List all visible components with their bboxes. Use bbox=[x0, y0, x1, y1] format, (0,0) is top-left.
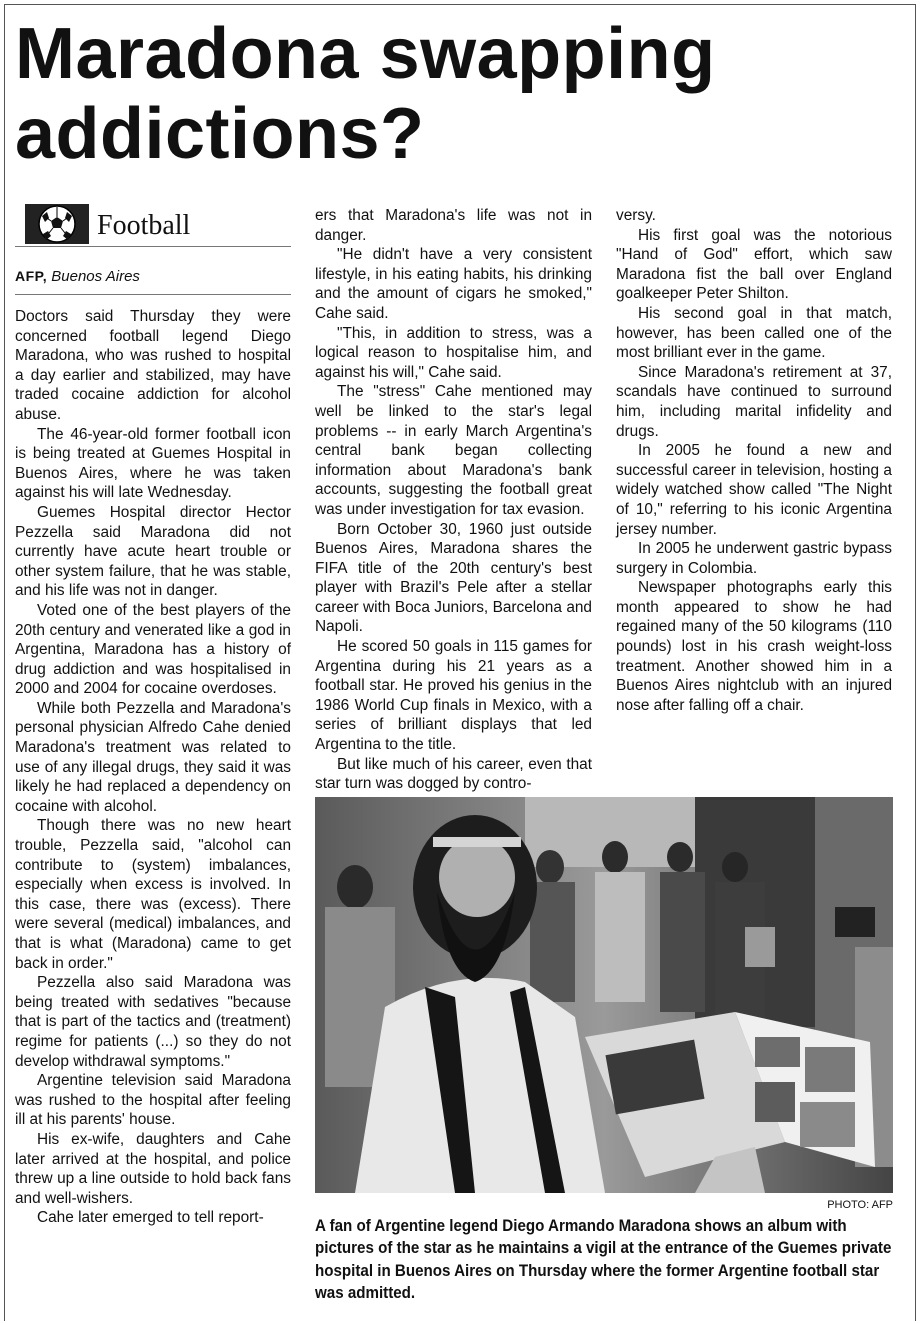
photo-illustration bbox=[315, 797, 893, 1193]
photo-credit: PHOTO: AFP bbox=[827, 1199, 893, 1211]
paragraph: Guemes Hospital director Hector Pezzella said Maradona did not currently have acute heart trouble or other system failure, that he was stable, and his life was not in danger. bbox=[15, 503, 291, 600]
byline-source: AFP, bbox=[15, 268, 48, 284]
paragraph: versy. bbox=[616, 207, 656, 224]
paragraph: In 2005 he found a new and successful career in television, hosting a widely watched show called "The Night of 10," referring to his iconic Argentina jersey number. bbox=[616, 442, 892, 538]
paragraph: His first goal was the notorious "Hand of God" effort, which saw Maradona fist the ball over England goalkeeper Peter Shilton. bbox=[616, 226, 892, 303]
section-header bbox=[15, 202, 291, 246]
photo-caption: A fan of Argentine legend Diego Armando Maradona shows an album with pictures of the star as he maintains a vigil at the entrance of the Guemes private hospital in Buenos Aires on Thursday where the former Argentine football star was admitted. bbox=[315, 1217, 892, 1303]
section-rule bbox=[15, 246, 291, 247]
byline bbox=[15, 266, 291, 287]
paragraph: "He didn't have a very consistent lifestyle, in his eating habits, his drinking and the amount of cigars he smoked," Cahe said. bbox=[315, 246, 592, 322]
section-label: Football bbox=[97, 210, 191, 241]
byline-rule bbox=[15, 294, 291, 295]
paragraph: His second goal in that match, however, has been called one of the most brilliant ever in the game. bbox=[616, 304, 892, 362]
paragraph: Since Maradona's retirement at 37, scandals have continued to surround him, including marital infidelity and drugs. bbox=[616, 363, 892, 440]
paragraph: In 2005 he underwent gastric bypass surgery in Colombia. bbox=[616, 540, 892, 577]
paragraph: Cahe later emerged to tell report- bbox=[37, 1209, 264, 1227]
paragraph: But like much of his career, even that star turn was dogged by contro- bbox=[315, 755, 592, 793]
paragraph: Doctors said Thursday they were concerned football legend Diego Maradona, who was rushed to hospital a day earlier and stabilized, may have traded cocaine addiction for alcohol abuse. bbox=[15, 308, 291, 423]
paragraph: His ex-wife, daughters and Cahe later arrived at the hospital, and police threw up a line outside to hold back fans and well-wishers. bbox=[15, 1130, 291, 1207]
article-column-1 bbox=[15, 307, 291, 1228]
byline-location: Buenos Aires bbox=[51, 268, 140, 285]
paragraph: Argentine television said Maradona was rushed to the hospital after feeling ill at his parents' house. bbox=[15, 1072, 291, 1129]
article-column-2 bbox=[315, 206, 592, 794]
paragraph: Voted one of the best players of the 20th century and venerated like a god in Argentina, Maradona has a history of drug addiction and was hospitalised in 2000 and 2004 for cocaine overdoses. bbox=[15, 601, 291, 698]
paragraph: ers that Maradona's life was not in danger. bbox=[315, 207, 592, 244]
paragraph: Newspaper photographs early this month appeared to show he had regained many of the 50 kilograms (110 pounds) lost in his crash weight-loss treatment. Another showed him in a Buenos Aires nightclub with an injured nose after falling off a chair. bbox=[616, 579, 892, 714]
news-photo bbox=[315, 797, 893, 1193]
paragraph: He scored 50 goals in 115 games for Argentina during his 21 years as a football star. He proved his genius in the 1986 World Cup finals in Mexico, with a series of brilliant displays that led Argentina to the title. bbox=[315, 638, 592, 754]
paragraph: Pezzella also said Maradona was being treated with sedatives "because that is part of the tactics and (treatment) regime for patients (...) so they do not develop withdrawal symptoms." bbox=[15, 974, 291, 1070]
article-column-3 bbox=[616, 206, 892, 715]
paragraph: "This, in addition to stress, was a logical reason to hospitalise him, and against his will," Cahe said. bbox=[315, 324, 592, 381]
paragraph: Born October 30, 1960 just outside Buenos Aires, Maradona shares the FIFA title of the 20th century's best player with Brazil's Pele after a stellar career with Boca Juniors, Barcelona and Napoli. bbox=[315, 520, 592, 636]
paragraph: The 46-year-old former football icon is being treated at Guemes Hospital in Buenos Aires, where he was taken against his will late Wednesday. bbox=[15, 425, 291, 502]
paragraph: While both Pezzella and Maradona's personal physician Alfredo Cahe denied Maradona's treatment was related to use of any illegal drugs, they said it was likely he had replaced a dependency on cocaine with alcohol. bbox=[15, 699, 291, 815]
football-icon bbox=[25, 204, 89, 244]
paragraph: The "stress" Cahe mentioned may well be linked to the star's legal problems -- in early March Argentina's central bank began collecting information about Maradona's bank accounts, suggesting the football great was under investigation for tax evasion. bbox=[315, 383, 592, 518]
paragraph: Though there was no new heart trouble, Pezzella said, "alcohol can contribute to (system) imbalances, especially when excess is involved. In this case, there was (excess). There were several (medical) imbalances, and that is what (Maradona) came to get back in order." bbox=[15, 817, 291, 972]
headline: Maradona swapping addictions? bbox=[15, 14, 716, 174]
